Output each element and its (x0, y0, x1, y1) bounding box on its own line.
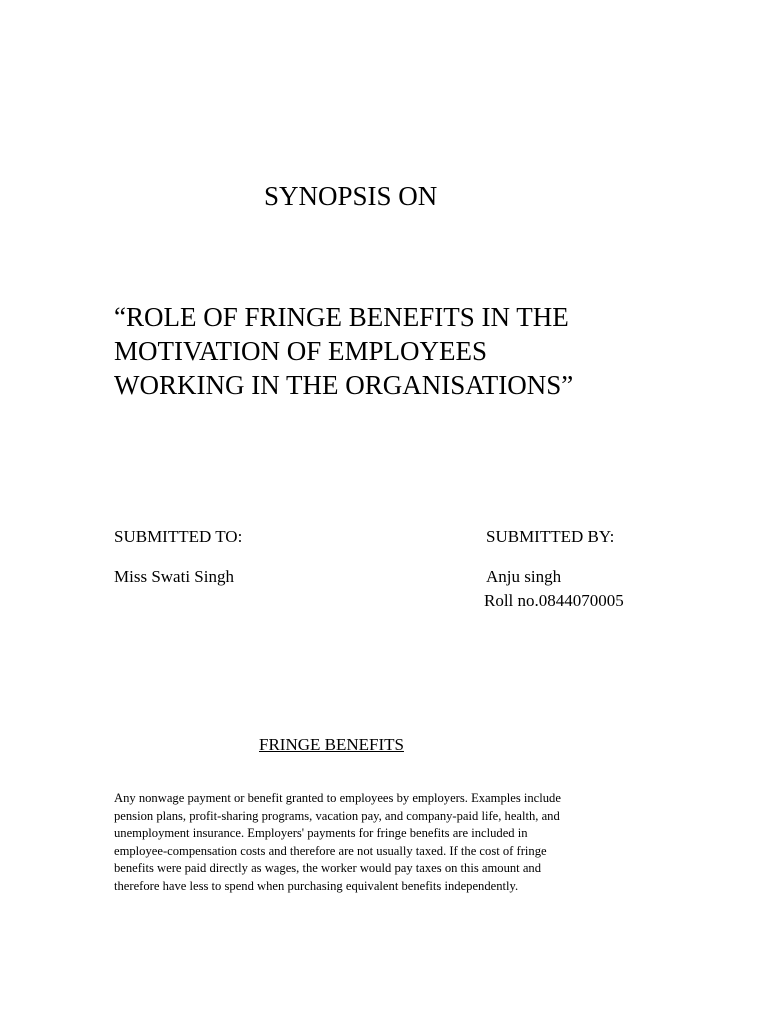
title-line: MOTIVATION OF EMPLOYEES (114, 336, 488, 366)
paragraph-line: benefits were paid directly as wages, the worker would pay taxes on this amount and (114, 861, 542, 876)
roll-number: Roll no.0844070005 (484, 591, 624, 610)
paragraph-line: pension plans, profit-sharing programs, vacation pay, and company-paid life, health, and (114, 808, 560, 823)
title-line: WORKING IN THE ORGANISATIONS” (114, 370, 574, 400)
submitted-by-name: Anju singh (486, 567, 562, 586)
paragraph-line: unemployment insurance. Employers' payments for fringe benefits are included in (114, 826, 528, 841)
paragraph-line: Any nonwage payment or benefit granted to employees by employers. Examples include (114, 791, 561, 805)
synopsis-heading: SYNOPSIS ON (264, 181, 438, 211)
section-heading: FRINGE BENEFITS (259, 735, 404, 754)
submitted-to-label: SUBMITTED TO: (114, 527, 243, 546)
body-paragraph (114, 790, 674, 896)
submitted-to-name: Miss Swati Singh (114, 567, 234, 586)
paragraph-line: therefore have less to spend when purchasing equivalent benefits independently. (114, 878, 519, 893)
document-title (114, 300, 714, 402)
paragraph-line: employee-compensation costs and therefore are not usually taxed. If the cost of fringe (114, 843, 547, 858)
title-line: “ROLE OF FRINGE BENEFITS IN THE (114, 302, 569, 332)
submitted-by-label: SUBMITTED BY: (486, 527, 615, 546)
